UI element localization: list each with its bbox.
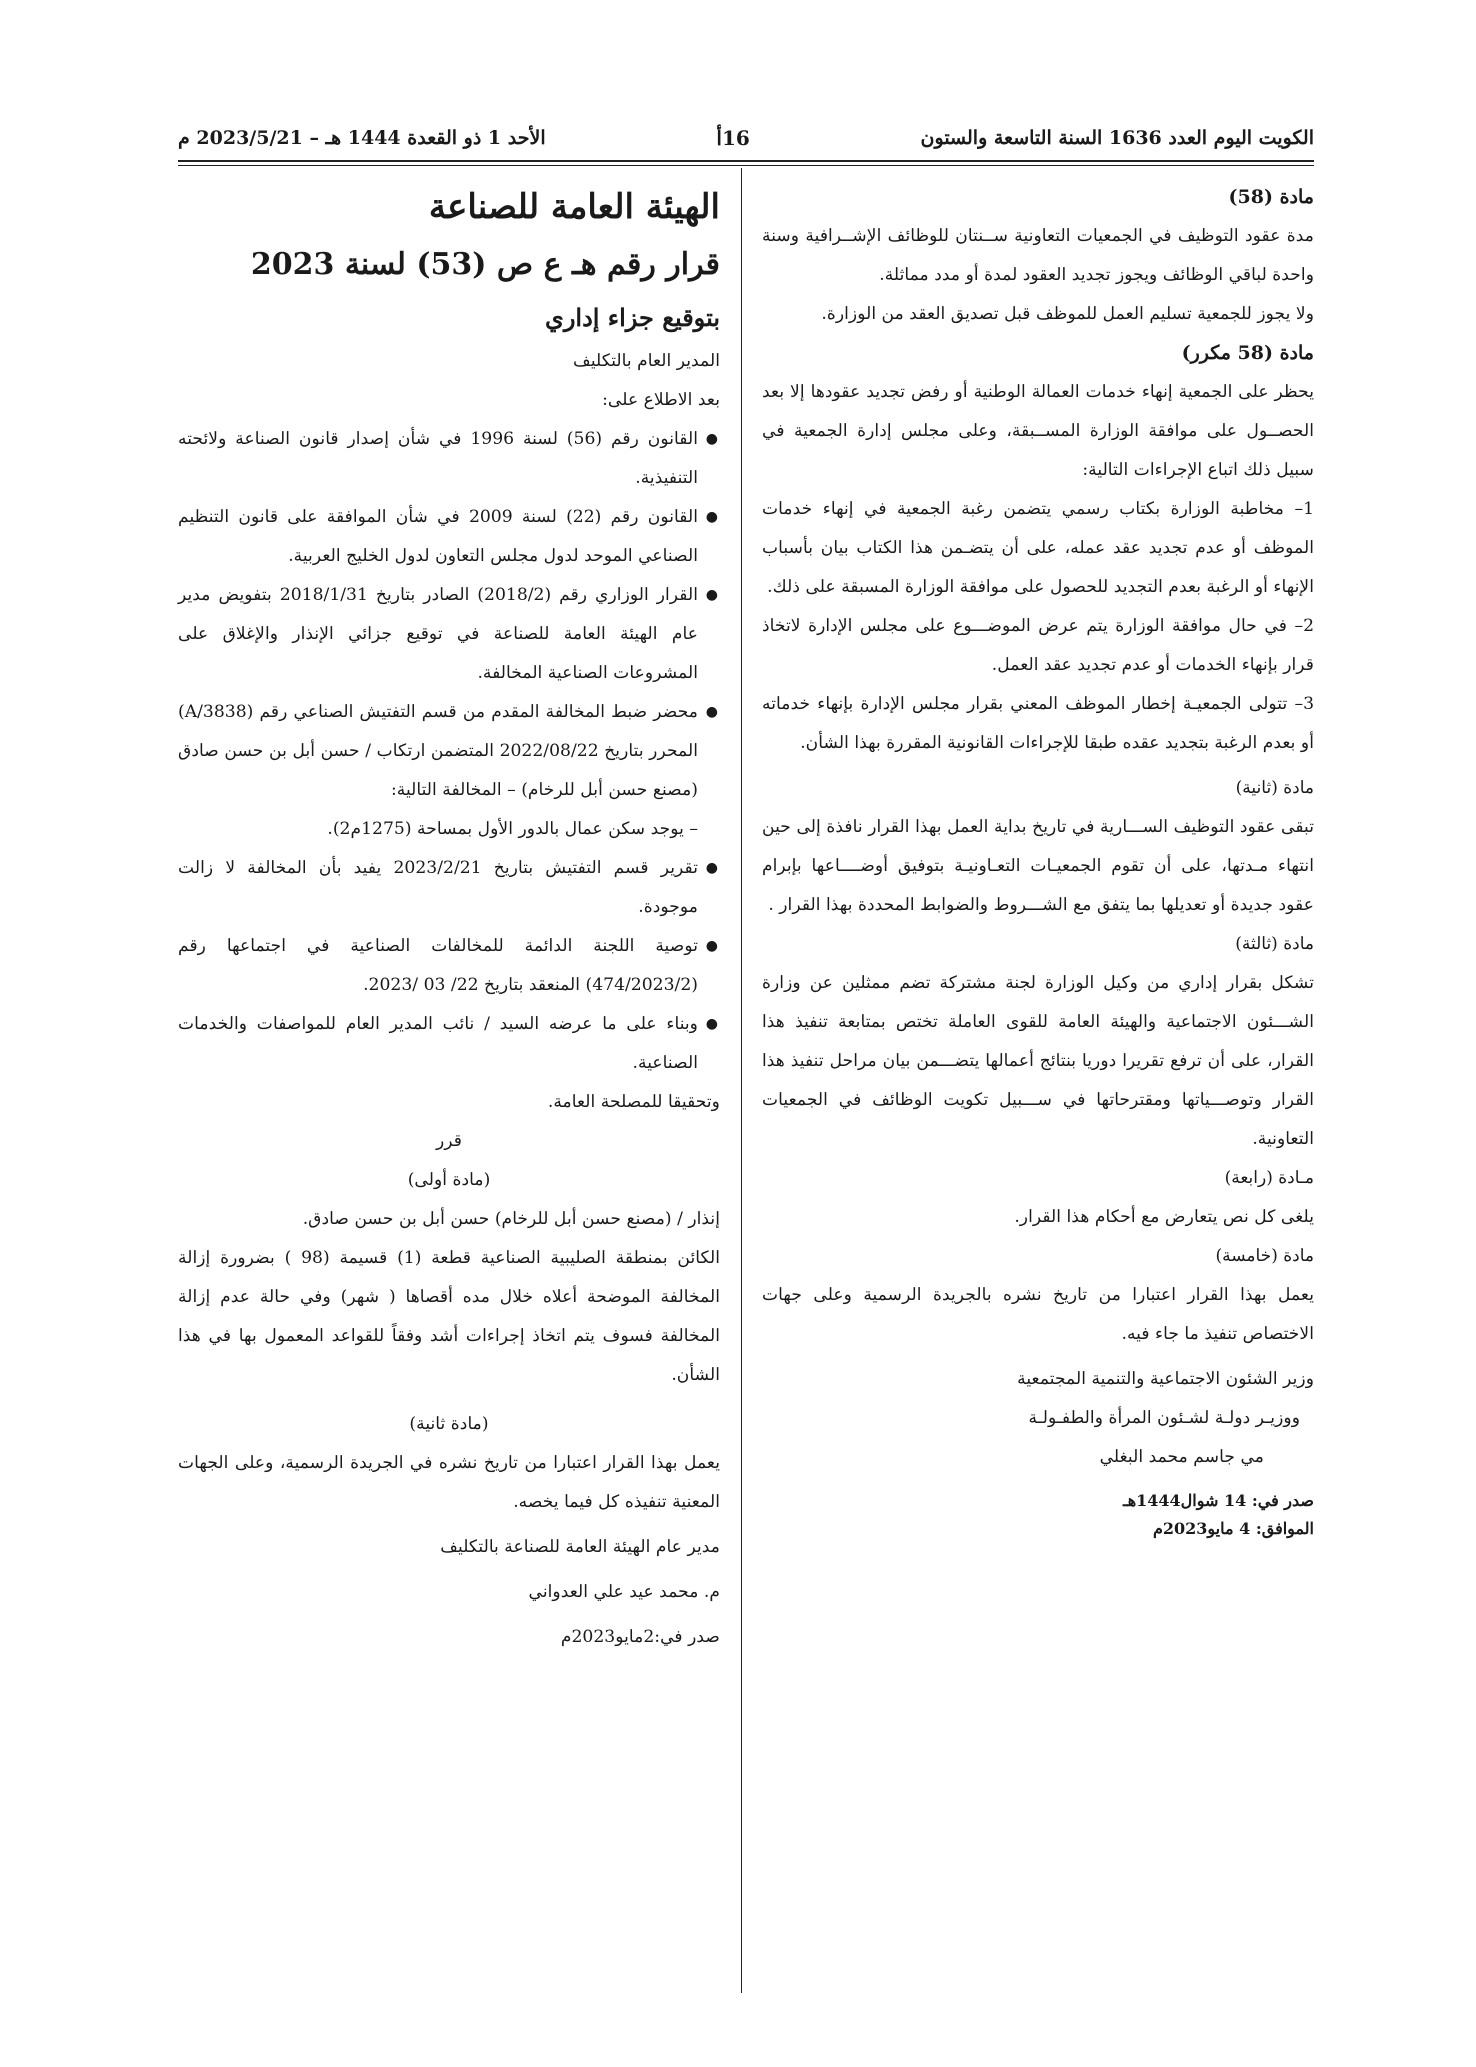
left-column: [178, 178, 720, 1657]
public-interest-line: وتحقيقا للمصلحة العامة.: [547, 1092, 720, 1112]
recital-item: ● القرار الوزاري رقم (2018/2) الصادر بتاريخ 2018/1/31 بتفويض مدير عام الهيئة العامة للصناعة في توقيع جزائي الإنذار والإغلاق على المشروعات الصناعية المخالفة.: [178, 576, 720, 693]
recital-item: ● محضر ضبط المخالفة المقدم من قسم التفتيش الصناعي رقم (A/3838) المحرر بتاريخ 2022/08/22 المتضمن ارتكاب / حسن أبل بن حسن صادق (مصنع حسن أبل للرخام) – المخالفة التالية:: [178, 693, 720, 810]
procedure-item-3: 3– تتولى الجمعيـة إخطار الموظف المعني بقرار مجلس الإدارة بإنهاء خدماته أو بعدم الرغبة بتجديد عقده طبقا للإجراءات القانونية المقررة بهذا الشأن.: [762, 694, 1314, 753]
first-article-title: (مادة أولى): [407, 1170, 491, 1190]
bullet-icon: ●: [705, 587, 718, 603]
procedure-item-1: 1– مخاطبة الوزارة بكتاب رسمي يتضمن رغبة الجمعية في إنهاء خدمات الموظف أو عدم تجديد عقد عمله، على أن يتضـمن هذا الكتاب بيان بأسباب الإنهاء أو الرغبة بعدم التجديد للحصول على موافقة الوزارة المسبقة على ذلك.: [762, 499, 1314, 597]
recital-item: ● تقرير قسم التفتيش بتاريخ 2023/2/21 يفيد بأن المخالفة لا زالت موجودة.: [178, 849, 720, 927]
recital-item: ● القانون رقم (22) لسنة 2009 في شأن الموافقة على قانون التنظيم الصناعي الموحد لدول مجلس التعاون لدول الخليج العربية.: [178, 498, 720, 576]
decision-subject: بتوقيع جزاء إداري: [545, 303, 720, 332]
gazette-issue-info: الكويت اليوم العدد 1636 السنة التاسعة والستون: [920, 127, 1314, 149]
second-article-title-left: (مادة ثانية): [409, 1414, 489, 1434]
decided-heading: قرر: [436, 1131, 462, 1151]
first-article-paragraph-2: الكائن بمنطقة الصليبية الصناعية قطعة (1) قسيمة (98 ) بضرورة إزالة المخالفة الموضحة أعلاه خلال مده أقصاها ( شهر) وفي حالة عدم إزالة المخالفة فسوف يتم اتخاذ إجراءات أشد وفقاً للقواعد المعمول بها في هذا الشأن.: [178, 1248, 720, 1385]
article-58-title: مادة (58): [1228, 186, 1314, 208]
bullet-icon: ●: [705, 509, 718, 525]
article-58-paragraph-2: ولا يجوز للجمعية تسليم العمل للموظف قبل تصديق العقد من الوزارة.: [821, 304, 1314, 324]
bullet-icon: ●: [705, 1016, 718, 1032]
second-article-paragraph: تبقى عقود التوظيف الســـارية في تاريخ بداية العمل بهذا القرار نافذة إلى حين انتهاء مـدتها، على أن تقوم الجمعيـات التعـاونيـة بتوفيق أوضــــاعها بإبرام عقود جديدة أو تعديلها بما يتفق مع الشـــروط والضوابط المحددة بهذا القرار .: [762, 817, 1314, 915]
authority-title: الهيئة العامة للصناعة: [428, 187, 720, 227]
after-review-line: بعد الاطلاع على:: [602, 390, 720, 410]
article-58-paragraph: مدة عقود التوظيف في الجمعيات التعاونية ســنتان للوظائف الإشــرافية وسنة واحدة لباقي الوظائف ويجوز تجديد العقود لمدة أو مدد مماثلة.: [762, 226, 1314, 285]
fourth-article-title: مـادة (رابعة): [1224, 1168, 1314, 1188]
page-number: 16أ: [716, 126, 750, 150]
recital-item: ● توصية اللجنة الدائمة للمخالفات الصناعية في اجتماعها رقم (474/2023/2) المنعقد بتاريخ 22/ 03 /2023.: [178, 927, 720, 1005]
fourth-article-paragraph: يلغى كل نص يتعارض مع أحكام هذا القرار.: [1014, 1207, 1314, 1227]
header-rule: [178, 160, 1314, 162]
recitals-list-2: [178, 849, 720, 1083]
gazette-header: [178, 118, 1314, 158]
signatory-title-2: ووزيـر دولـة لشـئون المرأة والطفـولـة: [1028, 1408, 1300, 1428]
issue-date-left: صدر في:2مايو2023م: [560, 1627, 720, 1647]
first-article-paragraph-1: إنذار / (مصنع حسن أبل للرخام) حسن أبل بن حسن صادق.: [302, 1209, 720, 1229]
violation-item: – يوجد سكن عمال بالدور الأول بمساحة (1275م2).: [327, 819, 698, 839]
bullet-icon: ●: [705, 431, 718, 447]
right-column: [762, 178, 1314, 1543]
bullet-icon: ●: [705, 938, 718, 954]
director-signatory-title: مدير عام الهيئة العامة للصناعة بالتكليف: [440, 1537, 720, 1557]
third-article-paragraph: تشكل بقرار إداري من وكيل الوزارة لجنة مشتركة تضم ممثلين عن وزارة الشـــئون الاجتماعية والهيئة العامة للقوى العاملة تختص بمتابعة تنفيذ هذا القرار، على أن ترفع تقريرا دوريا بنتائج أعمالها يتضـــمن بيان مراحل تنفيذ هذا القرار وتوصـــياتها ومقترحاتها في ســـبيل تكويت الوظائف في الجمعيات التعاونية.: [762, 973, 1314, 1149]
decision-number: قرار رقم هـ ع ص (53) لسنة 2023: [250, 247, 720, 282]
fifth-article-paragraph: يعمل بهذا القرار اعتبارا من تاريخ نشره بالجريدة الرسمية وعلى جهات الاختصاص تنفيذ ما جاء فيه.: [762, 1285, 1314, 1344]
procedure-item-2: 2– في حال موافقة الوزارة يتم عرض الموضـــوع على مجلس الإدارة لاتخاذ قرار بإنهاء الخدمات أو عدم تجديد عقد العمل.: [762, 616, 1314, 675]
second-article-title: مادة (ثانية): [1235, 778, 1314, 798]
header-rule-thin: [178, 165, 1314, 166]
second-article-paragraph-left: يعمل بهذا القرار اعتبارا من تاريخ نشره في الجريدة الرسمية، وعلى الجهات المعنية تنفيذه كل فيما يخصه.: [178, 1453, 720, 1512]
bullet-icon: ●: [705, 704, 718, 720]
director-signatory-name: م. محمد عيد علي العدواني: [528, 1582, 720, 1602]
article-58-bis-title: مادة (58 مكرر): [1181, 342, 1314, 364]
issue-date-hijri: صدر في: 14 شوال1444هـ: [1123, 1491, 1314, 1510]
recitals-list: [178, 420, 720, 810]
article-58-bis-paragraph: يحظر على الجمعية إنهاء خدمات العمالة الوطنية أو رفض تجديد عقودها إلا بعد الحصــول على موافقة الوزارة المســبقة، وعلى مجلس إدارة الجمعية في سبيل ذلك اتباع الإجراءات التالية:: [762, 382, 1314, 480]
recital-item: ● القانون رقم (56) لسنة 1996 في شأن إصدار قانون الصناعة ولائحته التنفيذية.: [178, 420, 720, 498]
bullet-icon: ●: [705, 860, 718, 876]
gazette-date: الأحد 1 ذو القعدة 1444 هـ – 2023/5/21 م: [178, 127, 546, 149]
issue-date-gregorian: الموافق: 4 مايو2023م: [1152, 1519, 1314, 1538]
fifth-article-title: مادة (خامسة): [1215, 1246, 1314, 1266]
director-line: المدير العام بالتكليف: [573, 351, 720, 371]
signatory-name: مي جاسم محمد البغلي: [1099, 1447, 1264, 1467]
recital-item: ● وبناء على ما عرضه السيد / نائب المدير العام للمواصفات والخدمات الصناعية.: [178, 1005, 720, 1083]
column-divider: [741, 168, 742, 1993]
signatory-title-1: وزير الشئون الاجتماعية والتنمية المجتمعية: [1017, 1369, 1314, 1389]
third-article-title: مادة (ثالثة): [1235, 934, 1314, 954]
